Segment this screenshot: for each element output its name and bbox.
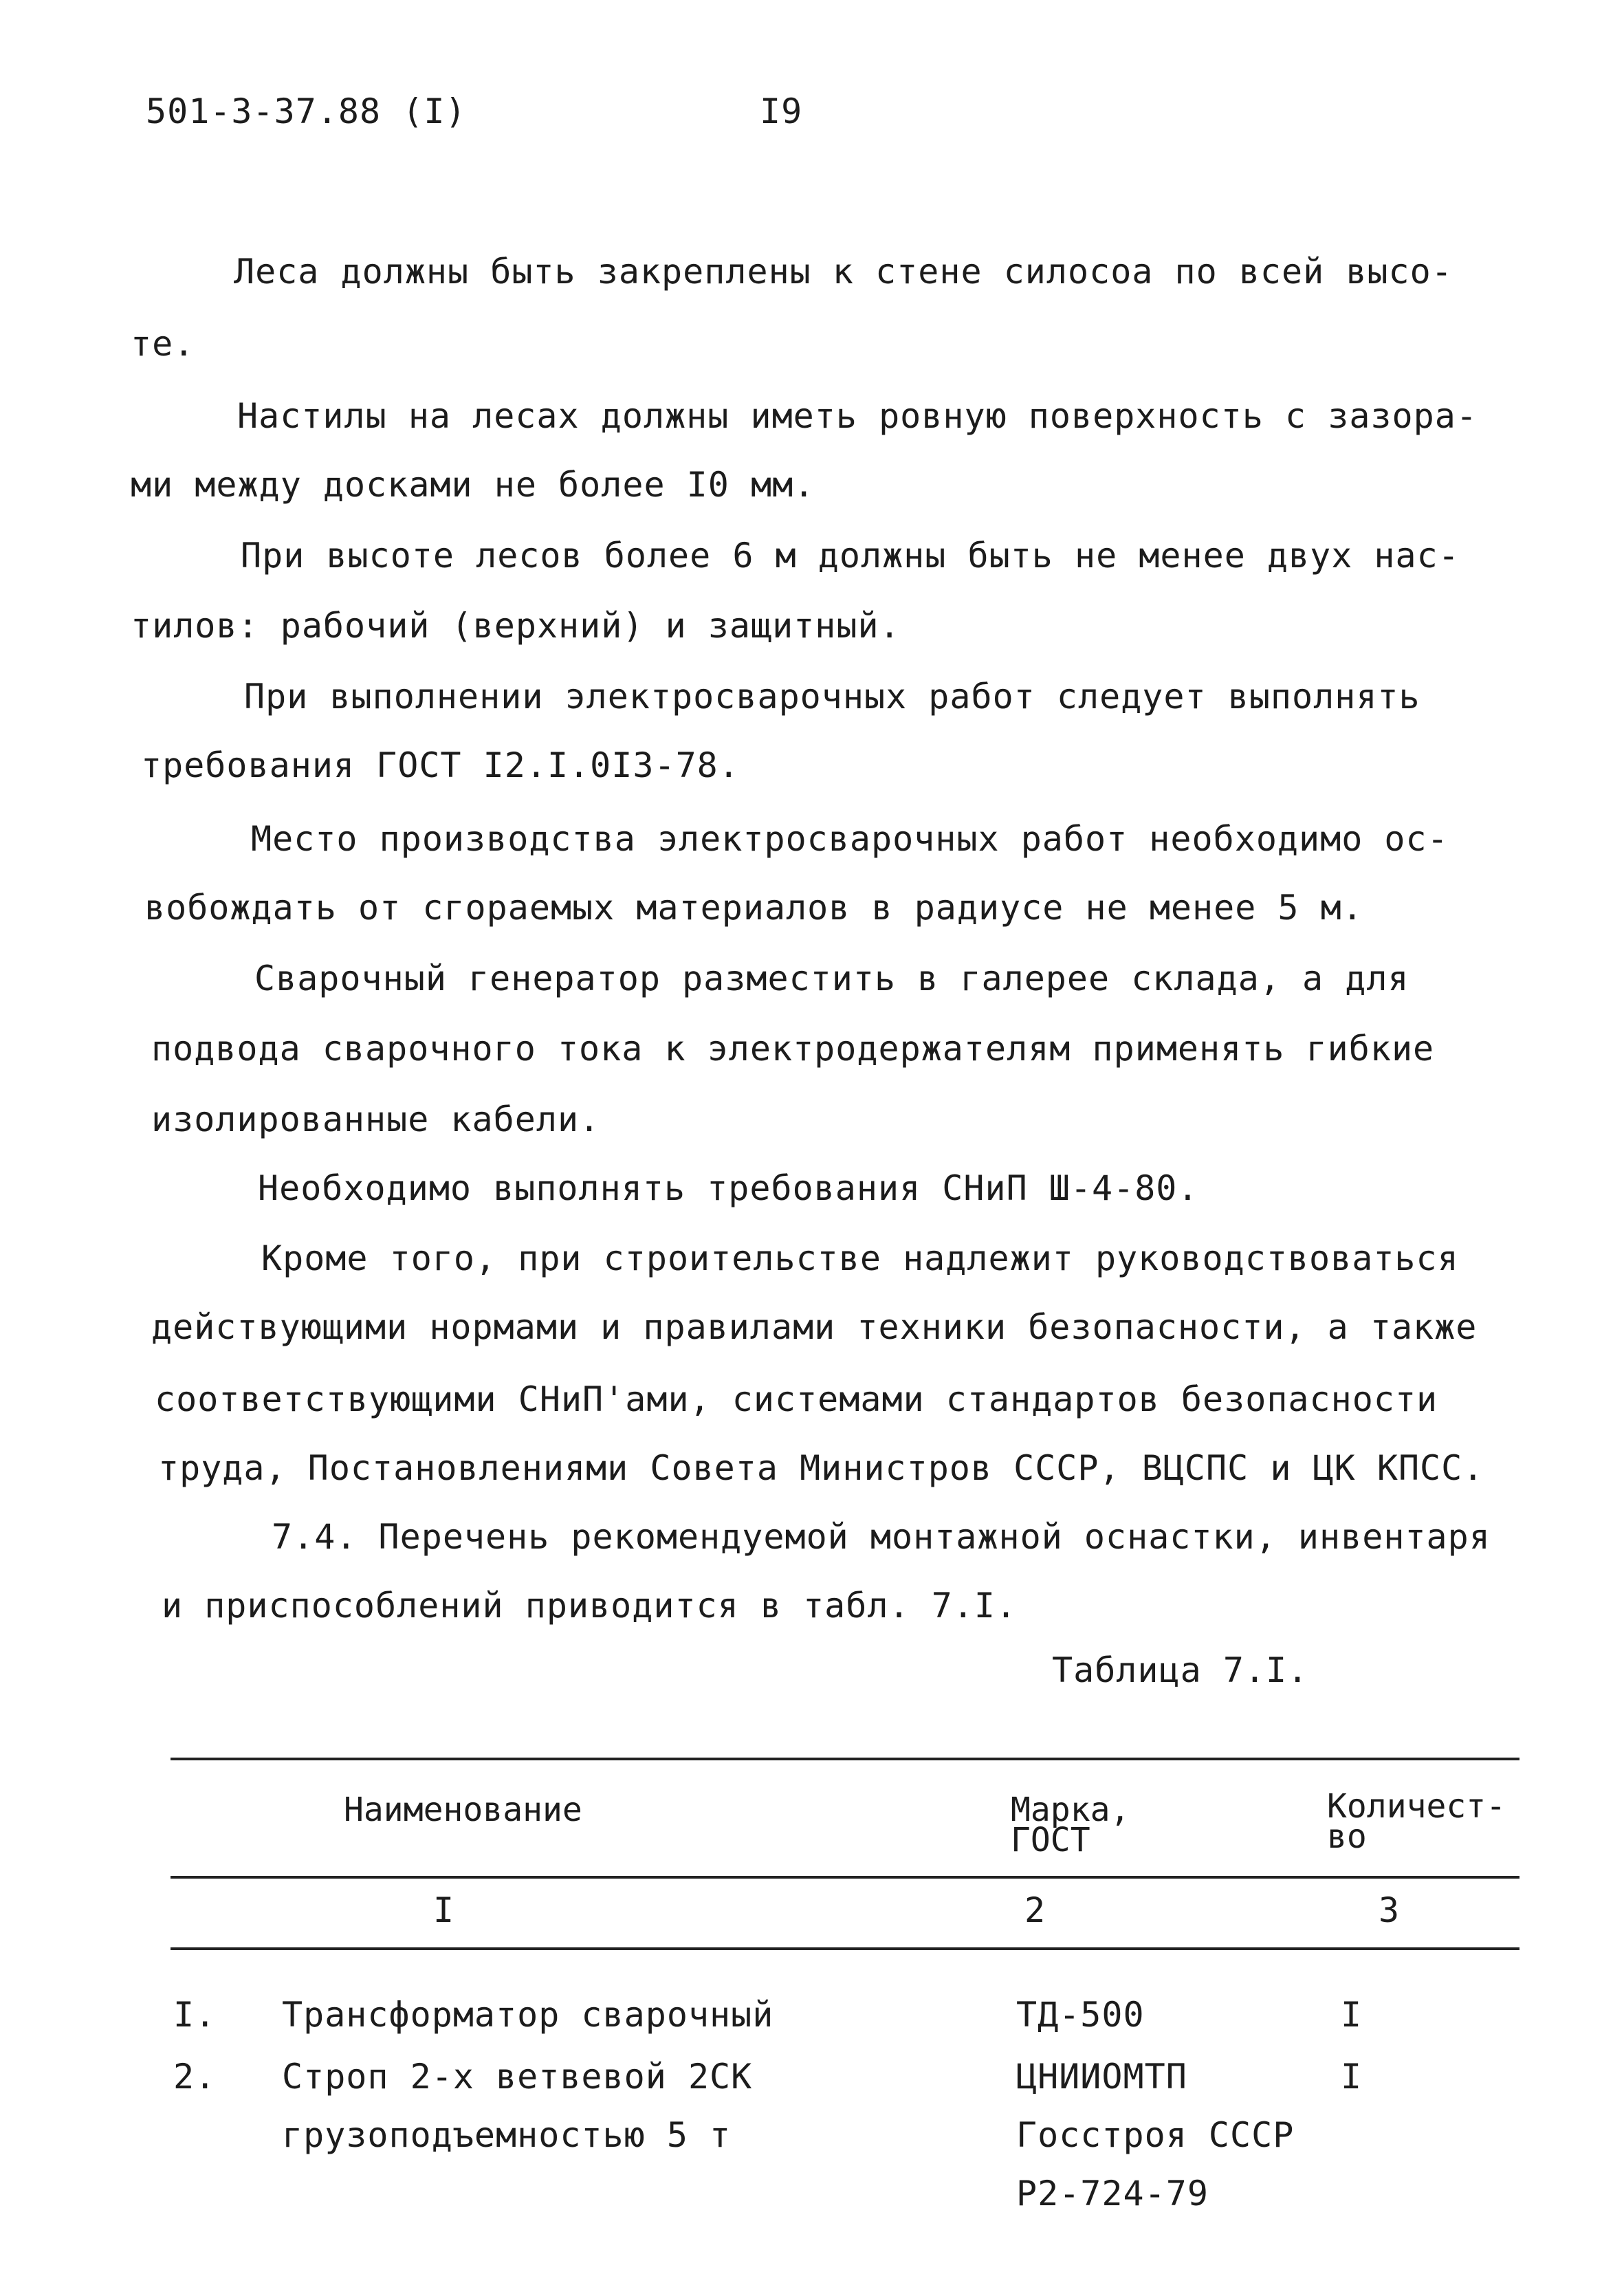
body-line: труда, Постановлениями Совета Министров СССР, ВЦСПС и ЦК КПСС.	[158, 1448, 1484, 1488]
body-line: тилов: рабочий (верхний) и защитный.	[131, 606, 901, 646]
row-mark: ТД-500	[1016, 1995, 1145, 2035]
body-line: соответствующими СНиП'ами, системами стандартов безопасности	[155, 1379, 1438, 1419]
body-line: 7.4. Перечень рекомендуемой монтажной оснастки, инвентаря	[272, 1517, 1491, 1557]
header-mark-line: Марка,	[1011, 1791, 1130, 1829]
header-quantity-line: во	[1327, 1817, 1367, 1856]
row-name: грузоподъемностью 5 т	[282, 2115, 732, 2155]
column-number: 3	[1379, 1890, 1401, 1930]
row-number: 2.	[173, 2057, 217, 2097]
column-number: 2	[1024, 1890, 1046, 1930]
document-code: 501-3-37.88 (I)	[146, 91, 467, 131]
body-line: Необходимо выполнять требования СНиП Ш-4-80.	[258, 1168, 1199, 1208]
header-mark-line: ГОСТ	[1011, 1821, 1090, 1859]
row-mark: Р2-724-79	[1016, 2174, 1209, 2213]
header-name: Наименование	[344, 1791, 582, 1829]
row-name: Трансформатор сварочный	[282, 1995, 774, 2035]
row-name: Строп 2-х ветвевой 2СК	[282, 2057, 753, 2097]
row-quantity: I	[1341, 2057, 1363, 2097]
body-line: те.	[131, 324, 195, 364]
body-line: Сварочный генератор разместить в галерее склада, а для	[254, 959, 1409, 998]
body-line: вобождать от сгораемых материалов в радиусе не менее 5 м.	[144, 888, 1363, 928]
body-line: Место производства электросварочных работ необходимо ос-	[251, 819, 1449, 859]
body-line: и приспособлений приводится в табл. 7.I.	[162, 1586, 1018, 1626]
body-line: При высоте лесов более 6 м должны быть не менее двух нас-	[241, 536, 1460, 576]
page-number: I9	[760, 91, 803, 131]
header-quantity-line: Количест-	[1327, 1787, 1506, 1826]
header-rule	[171, 1876, 1519, 1879]
body-line: При выполнении электросварочных работ следует выполнять	[244, 677, 1420, 717]
row-mark: Госстроя СССР	[1016, 2115, 1295, 2155]
row-quantity: I	[1341, 1995, 1363, 2035]
table-top-rule	[171, 1758, 1519, 1760]
header-quantity	[1327, 1787, 1506, 1856]
body-line: Леса должны быть закреплены к стене силосоа по всей высо-	[234, 252, 1453, 292]
body-line: подвода сварочного тока к электродержателям применять гибкие	[151, 1029, 1435, 1069]
table-caption: Таблица 7.I.	[1052, 1650, 1309, 1690]
row-number: I.	[173, 1995, 217, 2035]
column-number: I	[433, 1890, 455, 1930]
row-mark: ЦНИИОМТП	[1016, 2057, 1187, 2097]
body-line: требования ГОСТ I2.I.0I3-78.	[141, 745, 740, 785]
body-line: Кроме того, при строительстве надлежит руководствоваться	[261, 1238, 1459, 1278]
body-line: Настилы на лесах должны иметь ровную поверхность с зазора-	[237, 396, 1478, 436]
body-line: изолированные кабели.	[151, 1100, 601, 1139]
header-mark	[1011, 1791, 1130, 1859]
body-line: ми между досками не более I0 мм.	[131, 465, 815, 505]
column-number-rule	[171, 1947, 1519, 1950]
body-line: действующими нормами и правилами техники безопасности, а также	[151, 1307, 1478, 1347]
